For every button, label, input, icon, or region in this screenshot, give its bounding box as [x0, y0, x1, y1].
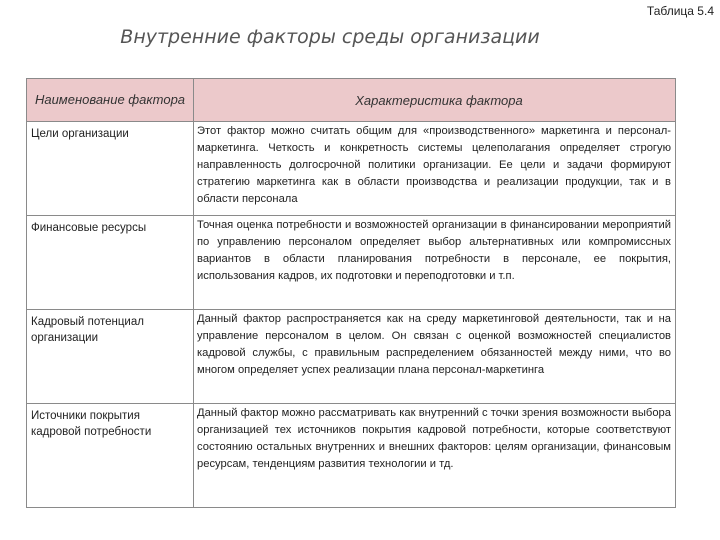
factors-table: [26, 78, 676, 508]
page-title: Внутренние факторы среды организации: [120, 26, 540, 48]
factor-description: Этот фактор можно считать общим для «производственного» маркетинга и персонал-маркетинга. Четкость и конкретность системы целеполагания определяет строгую направленность долгосрочной политики организации. Ее цели и задачи формируют стратегию маркетинга как в области производства и реализации продукции, так и в области персонала: [194, 122, 676, 216]
factor-description: Данный фактор распространяется как на среду маркетинговой деятельности, так и на управление персоналом в целом. Он связан с оценкой возможностей специалистов кадровой службы, с правильным распределением обязанностей между ними, что во многом определяет успех реализации плана персонал-маркетинга: [194, 310, 676, 404]
table-header-row: [27, 79, 676, 122]
factor-name: Кадровый потенциал организации: [27, 310, 194, 404]
factor-description: Данный фактор можно рассматривать как внутренний с точки зрения возможности выбора организацией тех источников покрытия кадровой потребности, которые соответствуют состоянию остальных внутренних и внешних факторов: целям организации, финансовым ресурсам, тенденциям развития технологии и тд.: [194, 404, 676, 508]
table-row: [27, 216, 676, 310]
factor-name: Источники покрытия кадровой потребности: [27, 404, 194, 508]
table-row: [27, 404, 676, 508]
factor-name: Финансовые ресурсы: [27, 216, 194, 310]
table-row: [27, 122, 676, 216]
header-factor-description: Характеристика фактора: [194, 79, 676, 122]
table-row: [27, 310, 676, 404]
factor-name: Цели организации: [27, 122, 194, 216]
header-factor-name: Наименование фактора: [27, 79, 194, 122]
factor-description: Точная оценка потребности и возможностей организации в финансировании мероприятий по управлению персоналом определяет выбор альтернативных или компромиссных вариантов в области планирования потребности в персонале, ее покрытия, использования кадров, их подготовки и переподготовки и т.п.: [194, 216, 676, 310]
table-number: Таблица 5.4: [646, 4, 714, 18]
